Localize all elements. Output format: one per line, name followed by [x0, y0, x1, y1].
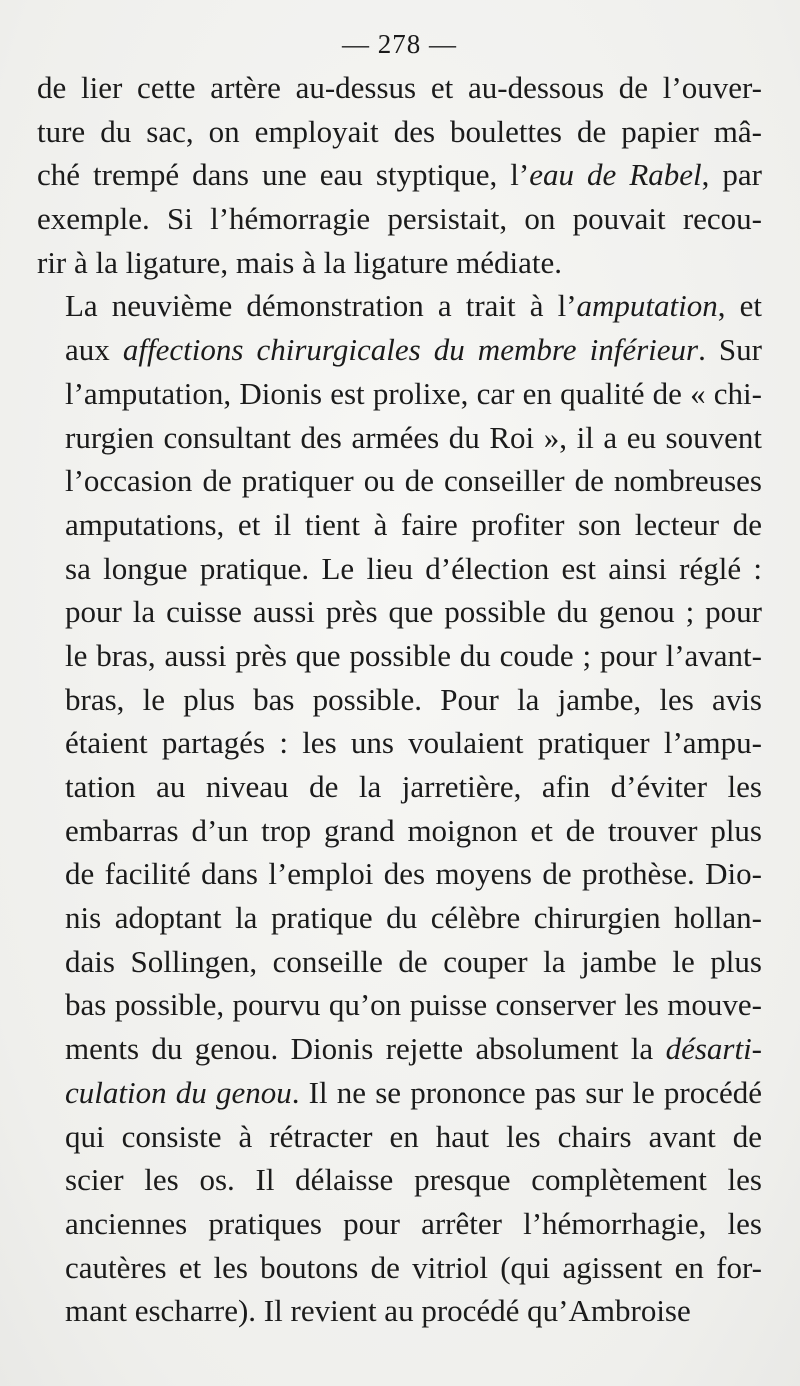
text-line: [37, 503, 762, 547]
text-run: bas possible, pourvu qu’on puisse conserver les mouve-: [65, 987, 762, 1023]
text-run: aux: [65, 332, 123, 368]
text-run: l’amputation, Dionis est prolixe, car en qualité de « chi-: [65, 375, 762, 411]
text-run: l’occasion de pratiquer ou de conseiller de nombreuses: [65, 463, 762, 499]
text-run: anciennes pratiques pour arrêter l’hémorrhagie, les: [65, 1205, 762, 1241]
text-run: , et: [717, 288, 763, 324]
text-line: [37, 590, 762, 634]
text-line: [37, 328, 762, 372]
text-line: [37, 1071, 762, 1115]
text-line: [37, 547, 762, 591]
text-line: [37, 765, 762, 809]
text-run: pour la cuisse aussi près que possible du genou ; pour: [65, 594, 762, 630]
text-line: [37, 153, 762, 197]
italic-run: affections chirurgicales du membre inférieur: [122, 332, 699, 368]
text-line: [37, 852, 762, 896]
text-run: le bras, aussi près que possible du coude ; pour l’avant-: [65, 637, 762, 673]
text-line: [37, 284, 762, 328]
text-run: de lier cette artère au-dessus et au-dessous de l’ouver-: [37, 70, 762, 105]
text-line: [37, 896, 762, 940]
text-line: [37, 634, 762, 678]
text-run: exemple. Si l’hémorragie persistait, on pouvait recou-: [37, 201, 762, 237]
text-line: [37, 721, 762, 765]
italic-run: désarti-: [665, 1031, 762, 1067]
text-run: embarras d’un trop grand moignon et de trouver plus: [65, 812, 762, 848]
text-run: qui consiste à rétracter en haut les chairs avant de: [65, 1118, 762, 1154]
text-line: [37, 110, 762, 154]
text-line: [37, 1202, 762, 1246]
text-run: sa longue pratique. Le lieu d’élection est ainsi réglé :: [65, 550, 762, 586]
text-line: [37, 1115, 762, 1159]
text-line: [37, 678, 762, 722]
paragraph: [37, 284, 762, 1333]
text-line: [37, 459, 762, 503]
page-number: — 278 —: [342, 29, 457, 59]
text-run: ché trempé dans une eau styptique, l’: [37, 157, 530, 193]
text-line: [37, 1027, 762, 1071]
text-run: rir à la ligature, mais à la ligature médiate.: [37, 244, 563, 280]
text-line: [37, 1289, 762, 1333]
text-line: [37, 416, 762, 460]
text-run: cautères et les boutons de vitriol (qui agissent en for-: [65, 1249, 762, 1285]
text-run: scier les os. Il délaisse presque complètement les: [65, 1162, 762, 1198]
text-run: ture du sac, on employait des boulettes de papier mâ-: [37, 113, 762, 149]
text-line: [37, 66, 762, 110]
text-line: [37, 809, 762, 853]
text-run: La neuvième démonstration a trait à l’: [65, 288, 577, 324]
paragraph: [37, 66, 762, 284]
text-run: , par: [701, 157, 762, 193]
text-line: [37, 1158, 762, 1202]
text-run: mant escharre). Il revient au procédé qu’Ambroise: [65, 1293, 691, 1329]
text-line: [37, 1246, 762, 1290]
text-run: dais Sollingen, conseille de couper la jambe le plus: [65, 943, 762, 979]
text-line: [37, 940, 762, 984]
italic-run: culation du genou: [65, 1074, 292, 1110]
text-run: ments du genou. Dionis rejette absolument la: [65, 1031, 666, 1067]
text-run: bras, le plus bas possible. Pour la jambe, les avis: [65, 681, 762, 717]
text-run: de facilité dans l’emploi des moyens de prothèse. Dio-: [65, 856, 762, 892]
text-run: . Il ne se prononce pas sur le procédé: [291, 1074, 763, 1110]
text-run: étaient partagés : les uns voulaient pratiquer l’ampu-: [65, 725, 762, 761]
text-run: tation au niveau de la jarretière, afin d’éviter les: [65, 769, 762, 804]
body-text: [37, 66, 762, 1333]
text-line: [37, 197, 762, 241]
text-run: rurgien consultant des armées du Roi », il a eu souvent: [65, 419, 762, 455]
italic-run: amputation: [576, 288, 718, 324]
text-run: amputations, et il tient à faire profiter son lecteur de: [65, 506, 762, 542]
text-run: . Sur: [698, 332, 762, 368]
text-line: [37, 372, 762, 416]
text-line: [37, 241, 762, 285]
text-run: nis adoptant la pratique du célèbre chirurgien hollan-: [65, 900, 762, 936]
italic-run: eau de Rabel: [529, 157, 702, 193]
text-line: [37, 983, 762, 1027]
